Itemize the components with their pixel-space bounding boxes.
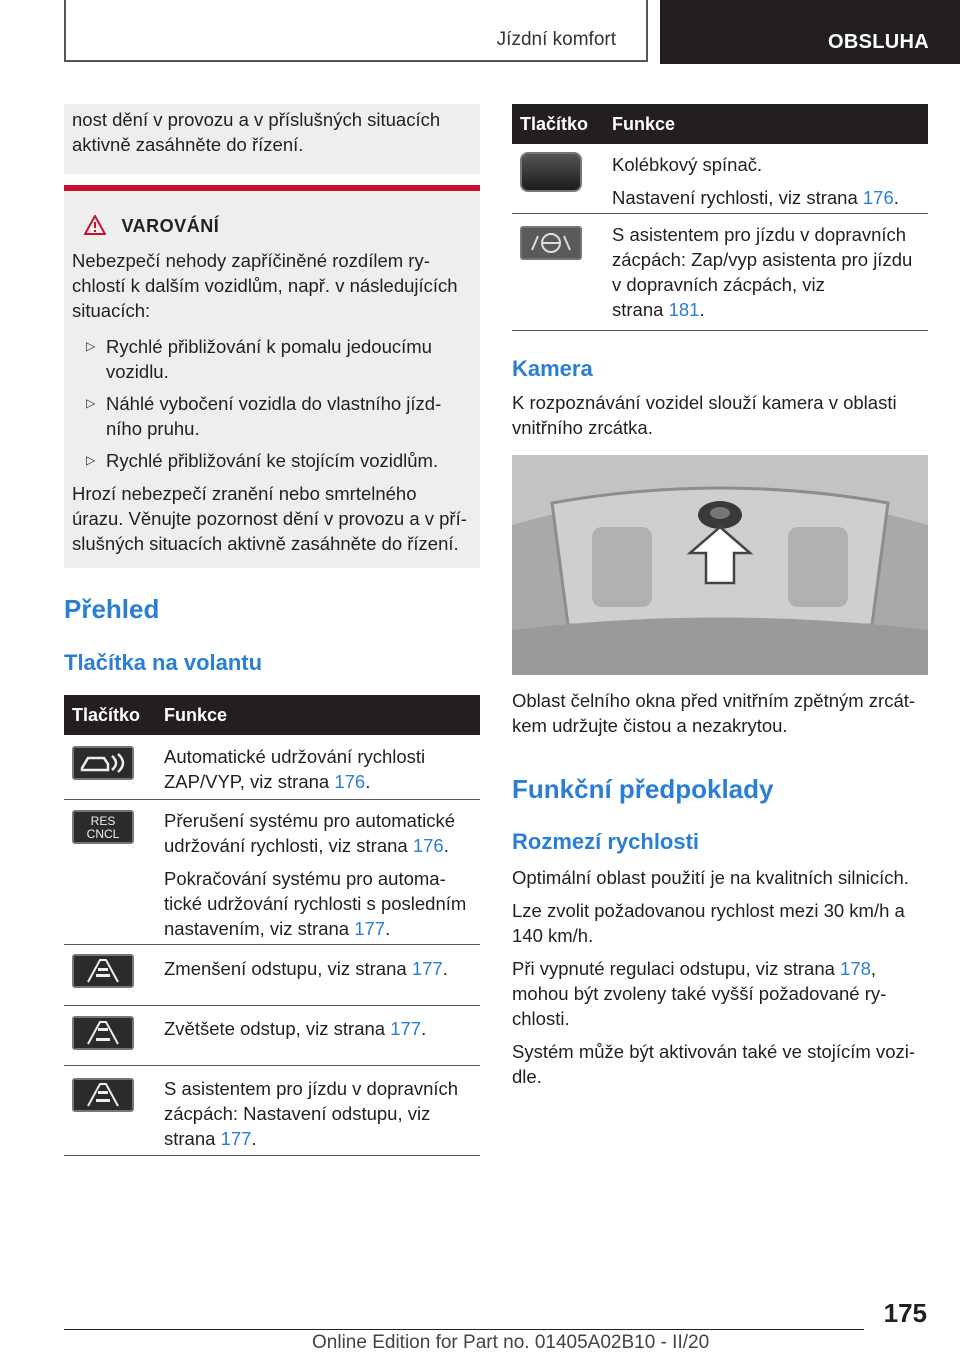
- col-header-function: Funkce: [612, 114, 676, 134]
- camera-illustration: [512, 455, 928, 675]
- warning-triangle-icon: [84, 215, 106, 235]
- cruise-control-icon: [72, 746, 134, 780]
- heading-steering-buttons: Tlačítka na volantu: [64, 650, 263, 675]
- body-text: mohou být zvoleny také vyšší požadované ry-: [512, 983, 887, 1004]
- heading-prehled: Přehled: [64, 594, 160, 624]
- body-text: Lze zvolit požadovanou rychlost mezi 30 km/h a: [512, 900, 905, 921]
- page-link[interactable]: 177: [411, 958, 443, 979]
- body-text: Optimální oblast použití je na kvalitních silnicích.: [512, 867, 909, 888]
- bullet-text: ního pruhu.: [106, 418, 200, 439]
- table-cell: S asistentem pro jízdu v dopravních zácpách: Nastavení odstupu, viz strana 177.: [164, 1078, 459, 1149]
- body-text: dle.: [512, 1066, 542, 1087]
- table-header: [512, 104, 928, 144]
- row-divider: [512, 213, 928, 214]
- warning-bullet: [72, 448, 472, 473]
- distance-decrease-icon: [72, 954, 134, 988]
- bullet-triangle-icon: ▷: [86, 453, 96, 467]
- page-link[interactable]: 177: [354, 918, 386, 939]
- cell-text: Zvětšete odstup, viz strana: [164, 1018, 391, 1039]
- body-text: kem udržujte čistou a nezakrytou.: [512, 715, 788, 736]
- page-link[interactable]: 176: [862, 187, 894, 208]
- chapter-title: OBSLUHA: [828, 31, 929, 53]
- page-link[interactable]: 176: [334, 771, 366, 792]
- caption-text: [512, 688, 915, 738]
- table-cell: Zmenšení odstupu, viz strana 177.: [164, 958, 448, 979]
- warning-title-text: VAROVÁNÍ: [121, 216, 220, 236]
- body-text: vnitřního zrcátka.: [512, 417, 653, 438]
- row-divider: [64, 1155, 480, 1156]
- warning-text: úrazu. Věnujte pozornost dění v provozu a v pří-: [72, 508, 467, 529]
- heading-functional-requirements: Funkční předpoklady: [512, 774, 774, 804]
- cell-text: Zmenšení odstupu, viz strana: [164, 958, 412, 979]
- traffic-jam-assistant-icon: [520, 226, 582, 260]
- cell-text: zácpách: Nastavení odstupu, viz: [164, 1103, 431, 1124]
- col-header-function: Funkce: [164, 705, 228, 725]
- res-cncl-label: RES CNCL: [86, 814, 120, 841]
- warning-text: situacích:: [72, 300, 151, 321]
- distance-increase-icon: [72, 1016, 134, 1050]
- table-cell: Zvětšete odstup, viz strana 177.: [164, 1018, 427, 1039]
- page-link[interactable]: 177: [390, 1018, 422, 1039]
- warning-bullet-cont: [72, 359, 472, 384]
- bullet-triangle-icon: ▷: [86, 396, 96, 410]
- row-divider: [64, 944, 480, 945]
- col-header-button: Tlačítko: [520, 114, 589, 134]
- cell-text: S asistentem pro jízdu v dopravních: [612, 224, 907, 245]
- cell-text: v dopravních zácpách, viz: [612, 274, 825, 295]
- body-text: ,: [870, 958, 877, 979]
- body-text: Při vypnuté regulaci odstupu, viz strana: [512, 958, 841, 979]
- cell-text: nastavením, viz strana: [164, 918, 355, 939]
- section-title: Jízdní komfort: [496, 29, 616, 50]
- speed-range-text: [512, 865, 928, 1089]
- body-text: Systém může být aktivován také ve stojícím vozi-: [512, 1041, 916, 1062]
- body-text: 140 km/h.: [512, 925, 594, 946]
- row-divider: [64, 799, 480, 800]
- kamera-text: [512, 390, 897, 440]
- page-number: 175: [883, 1298, 927, 1328]
- warning-text: slušných situacích aktivně zasáhněte do řízení.: [72, 533, 459, 554]
- table-cell: Přerušení systému pro automatické udržování rychlosti, viz strana 176. Pokračování systému pro automa- tické udržování rychlosti s posledním nastavením, viz strana 177.: [164, 810, 467, 939]
- footer-divider: [64, 1329, 864, 1330]
- footer-edition: Online Edition for Part no. 01405A02B10 - II/20: [312, 1332, 710, 1353]
- cell-text: Kolébkový spínač.: [612, 154, 763, 175]
- row-divider: [64, 1005, 480, 1006]
- cell-text: udržování rychlosti, viz strana: [164, 835, 413, 856]
- row-divider: [512, 330, 928, 331]
- bullet-text: vozidlu.: [106, 361, 169, 382]
- cell-text: zácpách: Zap/vyp asistenta pro jízdu: [612, 249, 913, 270]
- cell-text: Nastavení rychlosti, viz strana: [612, 187, 863, 208]
- cell-text: S asistentem pro jízdu v dopravních: [164, 1078, 459, 1099]
- bullet-triangle-icon: ▷: [86, 339, 96, 353]
- warning-continuation: [64, 104, 480, 174]
- warning-box: [64, 185, 480, 568]
- warning-title: [84, 215, 219, 237]
- cell-text: Automatické udržování rychlosti: [164, 746, 426, 767]
- page-link[interactable]: 178: [840, 958, 871, 979]
- body-text: chlosti.: [512, 1008, 570, 1029]
- row-divider: [64, 1065, 480, 1066]
- cell-text: strana: [164, 1128, 221, 1149]
- warning-text: Nebezpečí nehody zapříčiněné rozdílem ry-: [72, 250, 430, 271]
- bullet-text: Rychlé přibližování k pomalu jedoucímu: [106, 336, 432, 357]
- table-cell: Kolébkový spínač. Nastavení rychlosti, viz strana 176.: [612, 154, 899, 208]
- heading-kamera: Kamera: [512, 356, 593, 381]
- bullet-text: Náhlé vybočení vozidla do vlastního jízd-: [106, 393, 442, 414]
- warning-continuation-text: nost dění v provozu a v příslušných situacích aktivně zasáhněte do řízení.: [72, 109, 441, 155]
- col-header-button: Tlačítko: [72, 705, 141, 725]
- cell-text: strana: [612, 299, 669, 320]
- cell-text: tické udržování rychlosti s posledním: [164, 893, 467, 914]
- page-link[interactable]: 181: [668, 299, 700, 320]
- cell-text: Přerušení systému pro automatické: [164, 810, 455, 831]
- page-link[interactable]: 176: [412, 835, 444, 856]
- warning-text: Hrozí nebezpečí zranění nebo smrtelného: [72, 483, 417, 504]
- chapter-tab: [660, 0, 960, 64]
- header-box: [64, 0, 648, 62]
- warning-bullet: [72, 391, 472, 416]
- res-cncl-icon: [72, 810, 134, 844]
- cell-text: Pokračování systému pro automa-: [164, 868, 446, 889]
- rocker-switch-icon: [520, 152, 582, 192]
- table-cell: S asistentem pro jízdu v dopravních zácpách: Zap/vyp asistenta pro jízdu v dopravních zácpách, viz strana 181.: [612, 224, 913, 320]
- page-link[interactable]: 177: [220, 1128, 252, 1149]
- bullet-text: Rychlé přibližování ke stojícím vozidlům.: [106, 450, 439, 471]
- traffic-jam-distance-icon: [72, 1078, 134, 1112]
- warning-bullet-cont: [72, 416, 472, 441]
- cell-text: ZAP/VYP, viz strana: [164, 771, 335, 792]
- body-text: Oblast čelního okna před vnitřním zpětným zrcát-: [512, 690, 916, 711]
- table-header: [64, 695, 480, 735]
- heading-speed-range: Rozmezí rychlosti: [512, 829, 700, 854]
- body-text: K rozpoznávání vozidel slouží kamera v oblasti: [512, 392, 897, 413]
- warning-text: chlostí k dalším vozidlům, např. v následujících: [72, 275, 458, 296]
- table-cell: Automatické udržování rychlosti ZAP/VYP, viz strana 176.: [164, 746, 426, 792]
- warning-bullet: [72, 334, 472, 359]
